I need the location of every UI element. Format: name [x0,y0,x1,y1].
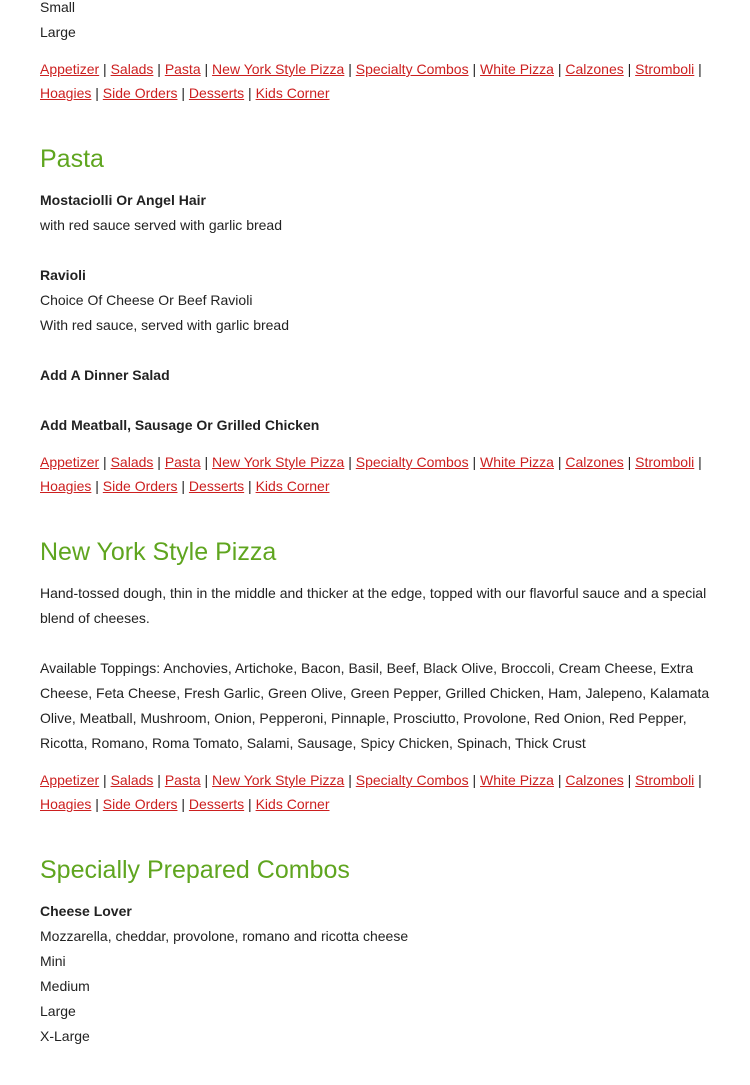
nav-separator: | [694,454,702,470]
nav-separator: | [177,85,189,101]
nav-separator: | [694,772,702,788]
nav-separator: | [153,454,165,470]
menu-page [40,0,730,1049]
nav-separator: | [468,454,481,470]
nav-link-side-orders[interactable]: Side Orders [102,85,178,101]
section-heading-pasta: Pasta [40,145,104,173]
nav-separator: | [153,61,165,77]
nav-separator: | [468,772,481,788]
nav-link-appetizer[interactable]: Appetizer [40,772,100,788]
nav-separator: | [344,61,356,77]
nav-link-appetizer[interactable]: Appetizer [40,454,100,470]
menu-item-desc: with red sauce served with garlic bread [40,217,283,233]
nav-link-hoagies[interactable]: Hoagies [40,85,92,101]
nav-link-calzones[interactable]: Calzones [565,454,624,470]
nav-separator: | [153,772,165,788]
menu-item-desc: With red sauce, served with garlic bread [40,317,289,333]
menu-item-desc: Choice Of Cheese Or Beef Ravioli [40,292,253,308]
category-nav [40,57,730,105]
nav-link-desserts[interactable]: Desserts [188,85,245,101]
section-heading-combos: Specially Prepared Combos [40,856,350,884]
nav-separator: | [177,478,189,494]
nav-separator: | [91,85,103,101]
nav-separator: | [623,772,636,788]
nav-link-appetizer[interactable]: Appetizer [40,61,100,77]
nav-link-white-pizza[interactable]: White Pizza [480,61,554,77]
nav-link-side-orders[interactable]: Side Orders [102,478,178,494]
menu-item-name: Add Meatball, Sausage Or Grilled Chicken [40,417,320,433]
nav-link-desserts[interactable]: Desserts [188,796,245,812]
nav-link-stromboli[interactable]: Stromboli [635,772,695,788]
nav-separator: | [623,454,636,470]
category-nav [40,768,730,816]
section-heading-ny-pizza: New York Style Pizza [40,538,277,566]
nav-link-calzones[interactable]: Calzones [565,772,624,788]
nav-separator: | [177,796,189,812]
nav-separator: | [200,61,213,77]
nav-link-salads[interactable]: Salads [110,454,154,470]
nav-link-pasta[interactable]: Pasta [164,454,201,470]
nav-separator: | [244,796,256,812]
nav-separator: | [344,772,356,788]
nav-separator: | [694,61,702,77]
nav-link-specialty-combos[interactable]: Specialty Combos [355,61,469,77]
nav-link-stromboli[interactable]: Stromboli [635,61,695,77]
nav-link-stromboli[interactable]: Stromboli [635,454,695,470]
nav-separator: | [244,478,256,494]
menu-item-desc: Mozzarella, cheddar, provolone, romano and ricotta cheese [40,928,409,944]
nav-link-new-york-style-pizza[interactable]: New York Style Pizza [212,454,345,470]
size-option: Large [40,1003,76,1019]
nav-separator: | [99,61,111,77]
nav-separator: | [623,61,636,77]
nav-link-new-york-style-pizza[interactable]: New York Style Pizza [212,772,345,788]
nav-link-salads[interactable]: Salads [110,772,154,788]
nav-separator: | [200,454,213,470]
nav-separator: | [553,454,566,470]
menu-item-name: Add A Dinner Salad [40,367,170,383]
nav-separator: | [200,772,213,788]
nav-link-calzones[interactable]: Calzones [565,61,624,77]
nav-separator: | [99,772,111,788]
nav-link-salads[interactable]: Salads [110,61,154,77]
nav-separator: | [91,478,103,494]
nav-separator: | [468,61,481,77]
nav-link-pasta[interactable]: Pasta [164,61,201,77]
nav-link-new-york-style-pizza[interactable]: New York Style Pizza [212,61,345,77]
size-option: Mini [40,953,66,969]
nav-link-kids-corner[interactable]: Kids Corner [255,478,330,494]
nav-separator: | [91,796,103,812]
size-option: Medium [40,978,90,994]
nav-separator: | [99,454,111,470]
category-nav [40,450,730,498]
nav-separator: | [244,85,256,101]
menu-item-name: Ravioli [40,267,86,283]
nav-link-white-pizza[interactable]: White Pizza [480,454,554,470]
menu-item-name: Cheese Lover [40,903,132,919]
nav-link-pasta[interactable]: Pasta [164,772,201,788]
nav-link-hoagies[interactable]: Hoagies [40,796,92,812]
nav-link-kids-corner[interactable]: Kids Corner [255,85,330,101]
nav-separator: | [553,61,566,77]
nav-link-specialty-combos[interactable]: Specialty Combos [355,772,469,788]
nav-link-hoagies[interactable]: Hoagies [40,478,92,494]
section-description: Hand-tossed dough, thin in the middle and thicker at the edge, topped with our flavorful sauce and a special blend of cheeses. [40,585,707,626]
nav-link-side-orders[interactable]: Side Orders [102,796,178,812]
nav-link-specialty-combos[interactable]: Specialty Combos [355,454,469,470]
toppings-list: Available Toppings: Anchovies, Artichoke, Bacon, Basil, Beef, Black Olive, Broccoli, Cream Cheese, Extra Cheese, Feta Cheese, Fresh Garlic, Green Olive, Green Pepper, Grilled Chicken, Ham, Jalepeno, Kalamata Olive, Meatball, Mushroom, Onion, Pepperoni, Pinnaple, Prosciutto, Provolone, Red Onion, Red Pepper, Ricotta, Romano, Roma Tomato, Salami, Sausage, Spicy Chicken, Spinach, Thick Crust [40,660,710,751]
nav-separator: | [344,454,356,470]
nav-link-white-pizza[interactable]: White Pizza [480,772,554,788]
nav-link-kids-corner[interactable]: Kids Corner [255,796,330,812]
menu-item-name: Mostaciolli Or Angel Hair [40,192,206,208]
nav-separator: | [553,772,566,788]
nav-link-desserts[interactable]: Desserts [188,478,245,494]
size-option: Large [40,24,76,40]
size-option: X-Large [40,1028,90,1044]
size-option: Small [40,0,76,15]
